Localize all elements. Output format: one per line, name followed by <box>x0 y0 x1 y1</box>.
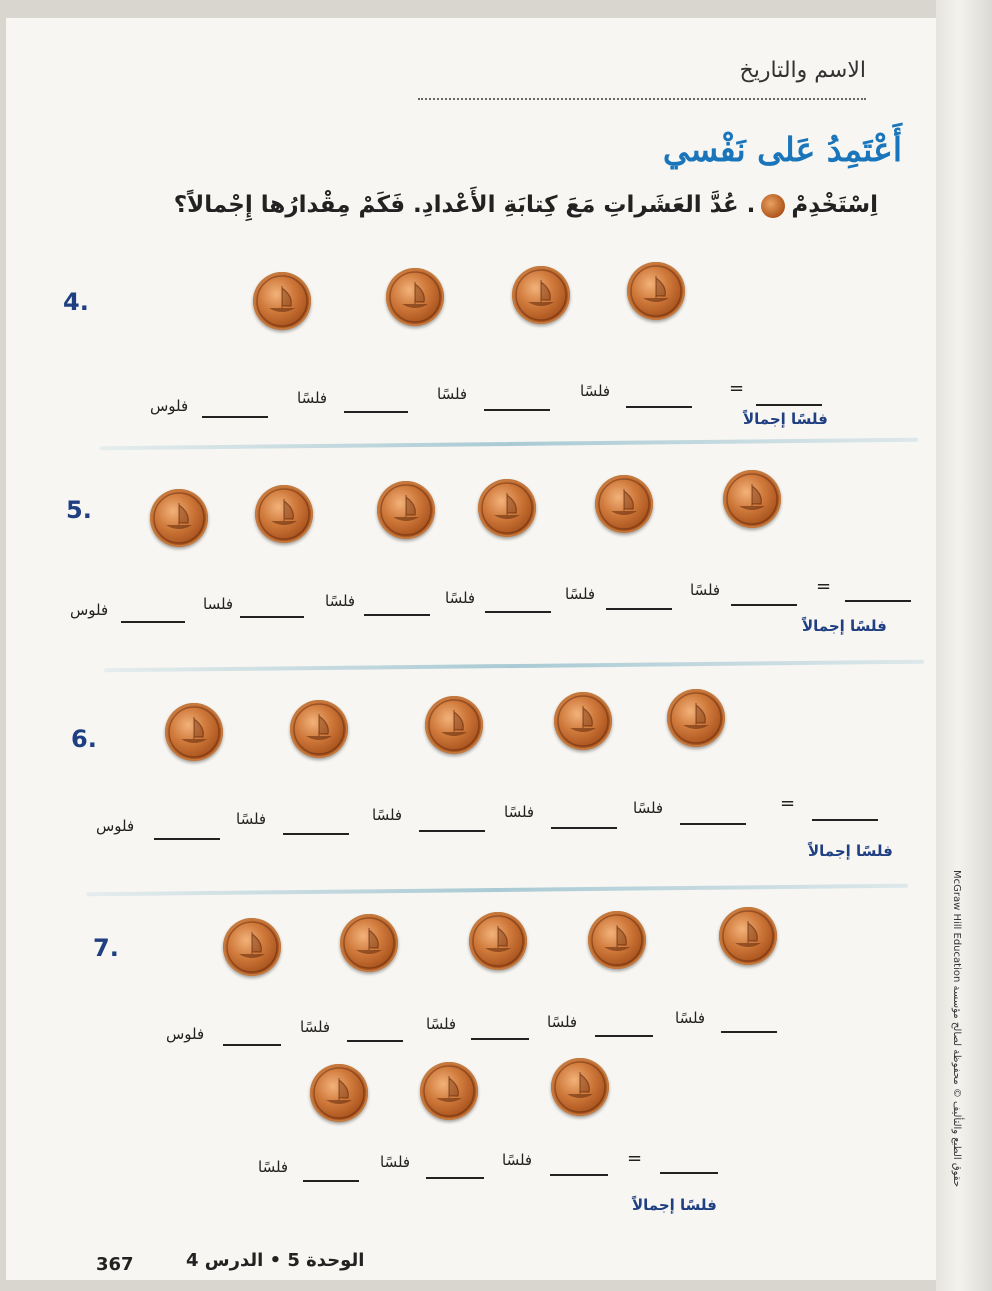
coin-icon <box>165 703 223 761</box>
coin-icon <box>667 689 725 747</box>
coin-icon <box>719 907 777 965</box>
label-fils: فلسًا <box>445 589 476 607</box>
label-fils: فلسًا <box>504 803 535 821</box>
coin-icon <box>723 470 781 528</box>
page-number: 367 <box>96 1254 134 1275</box>
label-fils: فلسًا <box>426 1015 457 1033</box>
label-fils: فلسًا <box>297 389 328 407</box>
coin-icon <box>377 481 435 539</box>
coin-icon <box>551 1058 609 1116</box>
total-blank[interactable] <box>812 819 878 821</box>
label-fils: فلسًا <box>380 1153 411 1171</box>
coin-icon <box>512 266 570 324</box>
answer-blank[interactable] <box>344 411 408 413</box>
label-fils: فلسًا <box>633 799 664 817</box>
equals-sign: = <box>816 576 832 597</box>
answer-blank[interactable] <box>347 1040 403 1042</box>
coin-icon <box>253 272 311 330</box>
equals-sign: = <box>780 793 796 814</box>
problem-number: 7. <box>93 934 119 962</box>
answer-blank[interactable] <box>154 838 220 840</box>
answer-blank[interactable] <box>484 409 550 411</box>
problem-number: 6. <box>71 725 97 753</box>
answer-blank[interactable] <box>595 1035 653 1037</box>
label-fils: فلسًا <box>437 385 468 403</box>
coin-icon <box>595 475 653 533</box>
answer-blank[interactable] <box>721 1031 777 1033</box>
label-fils: فلسًا <box>690 581 721 599</box>
answer-blank[interactable] <box>471 1038 529 1040</box>
total-blank[interactable] <box>756 404 822 406</box>
coin-icon <box>469 912 527 970</box>
label-fulus: فلوس <box>70 601 109 619</box>
coin-icon <box>386 268 444 326</box>
label-fulus: فلوس <box>96 817 135 835</box>
label-fils: فلسًا <box>372 806 403 824</box>
coin-icon <box>340 914 398 972</box>
instruction-rest: . عُدَّ العَشَراتِ مَعَ كِتابَةِ الأَعْدادِ. فَكَمْ مِقْدارُها إِجْمالاً؟ <box>173 192 756 218</box>
answer-blank[interactable] <box>550 1174 608 1176</box>
answer-blank[interactable] <box>223 1044 281 1046</box>
answer-blank[interactable] <box>419 830 485 832</box>
label-fils: فلسًا <box>300 1018 331 1036</box>
label-fils: فلسًا <box>675 1009 706 1027</box>
label-fulus: فلوس <box>166 1025 205 1043</box>
instruction <box>140 192 878 218</box>
answer-blank[interactable] <box>680 823 746 825</box>
answer-blank[interactable] <box>626 406 692 408</box>
label-fils: فلسًا <box>547 1013 578 1031</box>
answer-blank[interactable] <box>485 611 551 613</box>
answer-blank[interactable] <box>121 621 185 623</box>
answer-blank[interactable] <box>551 827 617 829</box>
label-fils: فلسًا <box>236 810 267 828</box>
unit-lesson: الوحدة 5 • الدرس 4 <box>186 1250 365 1271</box>
copyright-text: McGraw Hill Education حقوق الطبع والتأليف © محفوظة لصالح مؤسسة <box>951 870 962 1188</box>
coin-icon <box>588 911 646 969</box>
total-blank[interactable] <box>660 1172 718 1174</box>
answer-blank[interactable] <box>364 614 430 616</box>
coin-icon <box>310 1064 368 1122</box>
coin-icon <box>150 489 208 547</box>
coin-icon <box>761 194 785 218</box>
coin-icon <box>255 485 313 543</box>
coin-icon <box>290 700 348 758</box>
total-label: فلسًا إجمالاً <box>808 842 893 860</box>
name-date-line <box>418 98 866 100</box>
label-fils: فلسًا <box>502 1151 533 1169</box>
answer-blank[interactable] <box>606 608 672 610</box>
label-fils: فلسًا <box>580 382 611 400</box>
name-date-label: الاسم والتاريخ <box>739 58 866 83</box>
total-label: فلسًا إجمالاً <box>802 617 887 635</box>
coin-icon <box>627 262 685 320</box>
answer-blank[interactable] <box>731 604 797 606</box>
label-fils: فلسًا <box>258 1158 289 1176</box>
coin-icon <box>554 692 612 750</box>
coin-icon <box>420 1062 478 1120</box>
total-label: فلسًا إجمالاً <box>743 410 828 428</box>
problem-number: 5. <box>66 496 92 524</box>
label-fils: فلسًا <box>325 592 356 610</box>
page-title: أَعْتَمِدُ عَلى نَفْسي <box>662 130 902 169</box>
label-fils-alt: فلسا <box>203 595 234 613</box>
label-fulus: فلوس <box>150 397 189 415</box>
instruction-use: اِسْتَخْدِمْ <box>791 192 878 218</box>
answer-blank[interactable] <box>303 1180 359 1182</box>
answer-blank[interactable] <box>283 833 349 835</box>
equals-sign: = <box>627 1148 643 1169</box>
coin-icon <box>223 918 281 976</box>
label-fils: فلسًا <box>565 585 596 603</box>
answer-blank[interactable] <box>240 616 304 618</box>
total-label: فلسًا إجمالاً <box>632 1196 717 1214</box>
equals-sign: = <box>729 378 745 399</box>
copyright-notice <box>948 870 962 1190</box>
total-blank[interactable] <box>845 600 911 602</box>
coin-icon <box>478 479 536 537</box>
problem-number: 4. <box>63 288 89 316</box>
answer-blank[interactable] <box>202 416 268 418</box>
book-spine <box>936 0 992 1291</box>
answer-blank[interactable] <box>426 1177 484 1179</box>
coin-icon <box>425 696 483 754</box>
